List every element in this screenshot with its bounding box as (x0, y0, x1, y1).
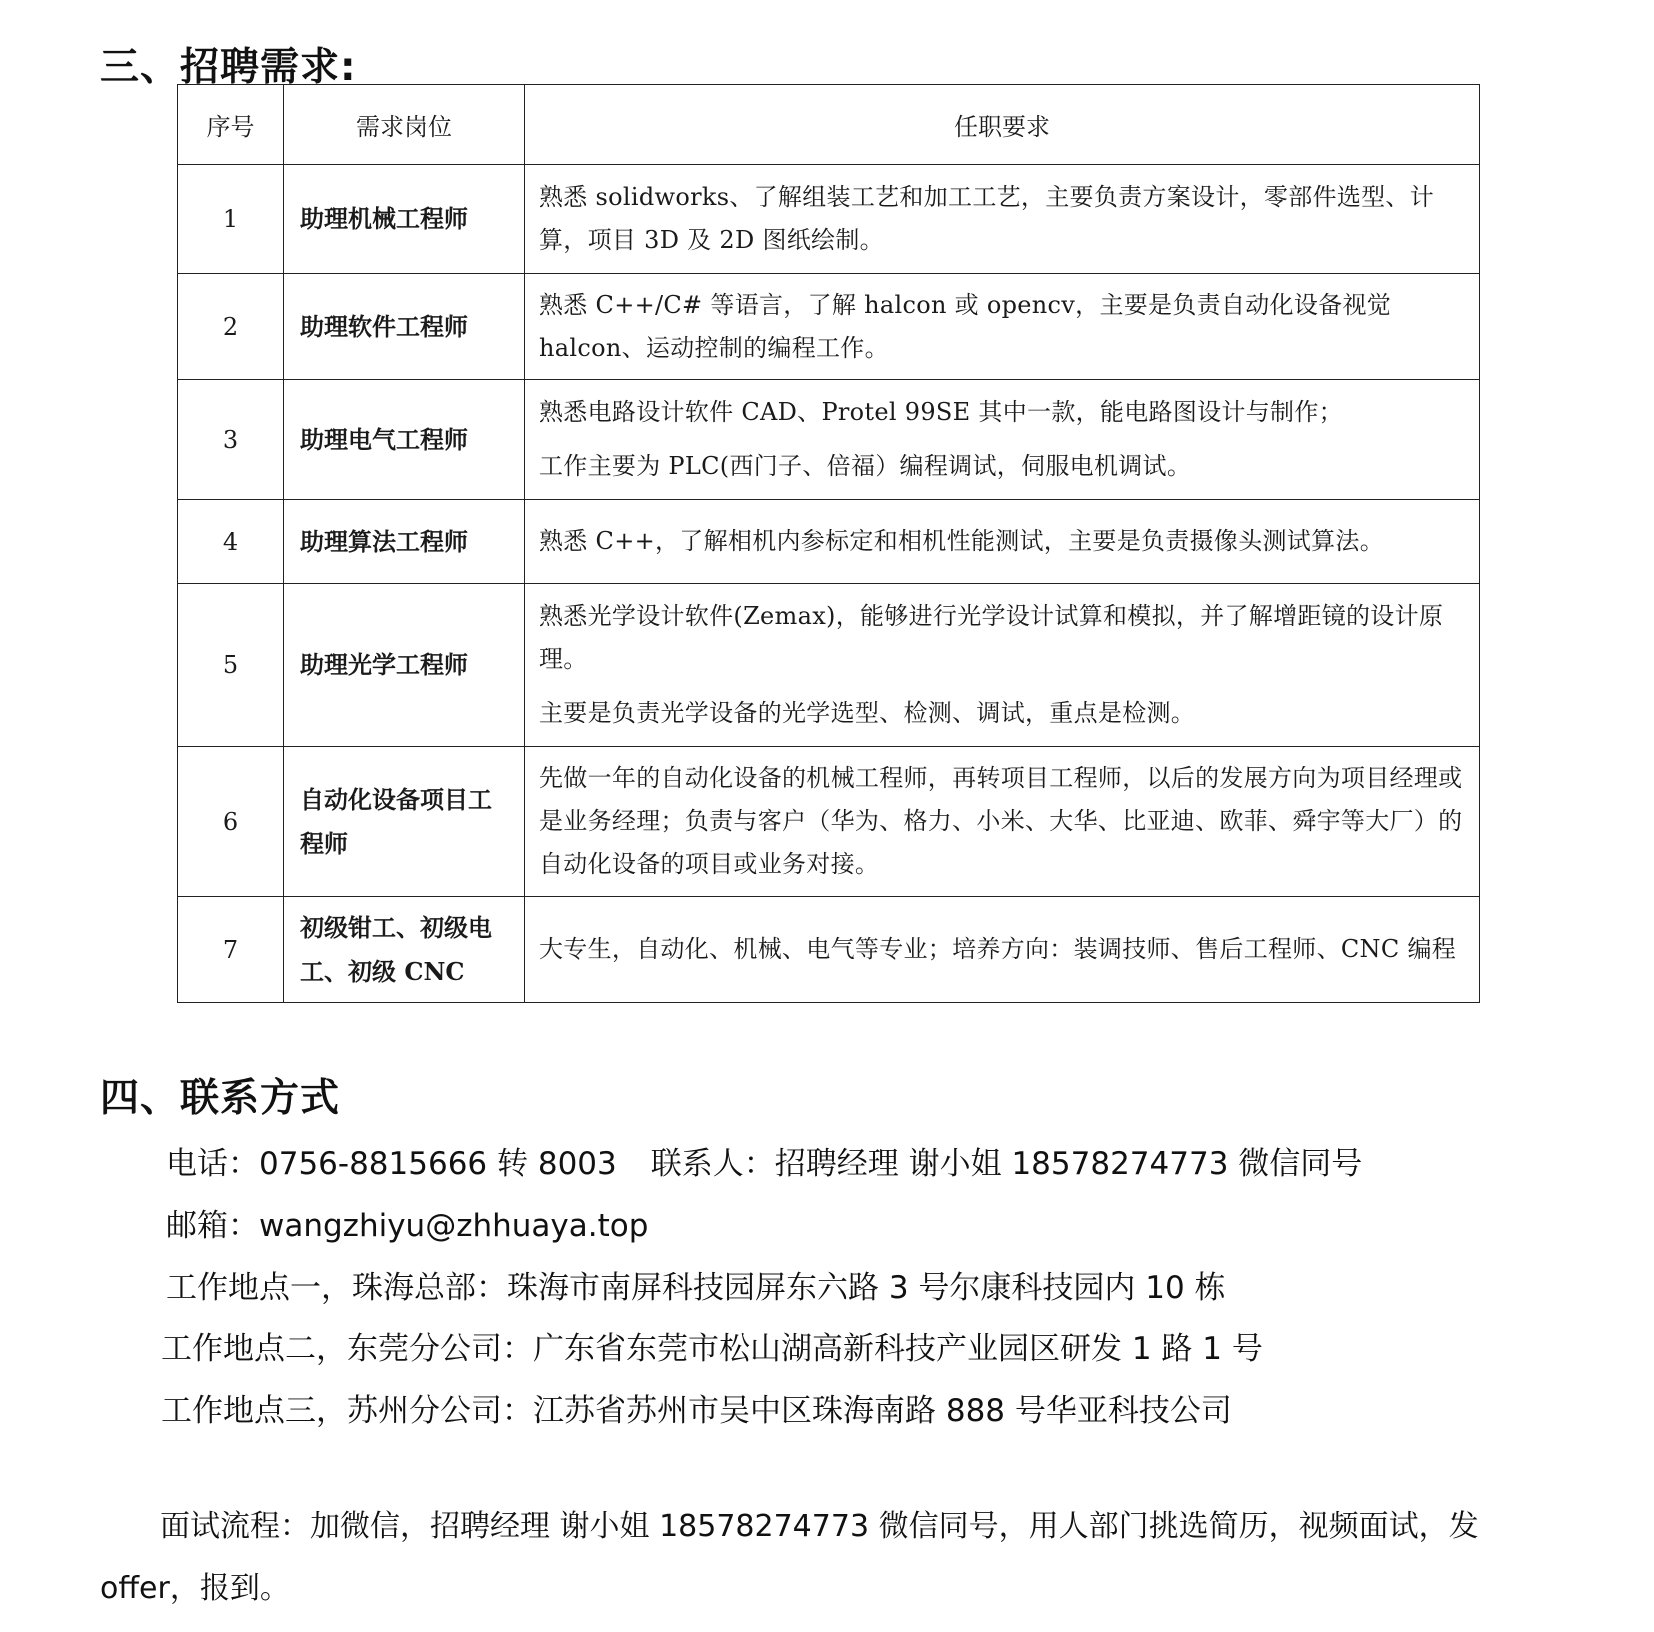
requirement-paragraph: 熟悉电路设计软件 CAD、Protel 99SE 其中一款，能电路图设计与制作； (539, 398, 1343, 426)
row-requirement (525, 274, 1480, 380)
requirement-paragraph: 熟悉 C++/C# 等语言，了解 halcon 或 opencv，主要是负责自动化设备视觉halcon、运动控制的编程工作。 (539, 290, 1392, 362)
table-row (178, 165, 1480, 274)
row-requirement (525, 380, 1480, 500)
row-position: 助理光学工程师 (284, 584, 525, 747)
table-row (178, 274, 1480, 380)
row-position: 助理机械工程师 (284, 165, 525, 274)
row-position: 助理算法工程师 (284, 500, 525, 584)
row-number: 1 (178, 165, 284, 274)
contact-email: 邮箱：wangzhiyu@zhhuaya.top (166, 1208, 649, 1244)
row-number: 6 (178, 747, 284, 897)
row-number: 5 (178, 584, 284, 747)
table-row (178, 747, 1480, 897)
requirement-paragraph: 工作主要为 PLC(西门子、倍福）编程调试，伺服电机调试。 (539, 452, 1192, 480)
requirement-paragraph: 熟悉 solidworks、了解组装工艺和加工工艺，主要负责方案设计，零部件选型、计算，项目 3D 及 2D 图纸绘制。 (539, 183, 1435, 254)
recruitment-heading: 三、招聘需求: (100, 45, 357, 90)
table-row (178, 897, 1480, 1003)
table-row (178, 500, 1480, 584)
requirement-paragraph: 大专生，自动化、机械、电气等专业；培养方向：装调技师、售后工程师、CNC 编程 (539, 935, 1457, 963)
row-number: 7 (178, 897, 284, 1003)
requirement-paragraph: 主要是负责光学设备的光学选型、检测、调试，重点是检测。 (539, 699, 1196, 727)
requirement-paragraph: 熟悉光学设计软件(Zemax)，能够进行光学设计试算和模拟，并了解增距镜的设计原理。 (539, 602, 1444, 673)
row-requirement (525, 165, 1480, 274)
row-requirement (525, 747, 1480, 897)
header-requirement: 任职要求 (525, 85, 1480, 165)
header-position: 需求岗位 (284, 85, 525, 165)
requirements-table (177, 84, 1480, 1003)
work-site-3: 工作地点三，苏州分公司：江苏省苏州市吴中区珠海南路 888 号华亚科技公司 (161, 1393, 1232, 1429)
contact-heading: 四、联系方式 (100, 1076, 341, 1121)
row-position: 初级钳工、初级电工、初级 CNC (284, 897, 525, 1003)
table-row (178, 584, 1480, 747)
requirement-paragraph: 熟悉 C++，了解相机内参标定和相机性能测试，主要是负责摄像头测试算法。 (539, 527, 1385, 555)
row-requirement (525, 897, 1480, 1003)
row-number: 2 (178, 274, 284, 380)
row-number: 3 (178, 380, 284, 500)
requirement-paragraph: 先做一年的自动化设备的机械工程师，再转项目工程师，以后的发展方向为项目经理或是业务经理；负责与客户（华为、格力、小米、大华、比亚迪、欧菲、舜宇等大厂）的自动化设备的项目或业务对接。 (539, 764, 1463, 878)
row-requirement (525, 500, 1480, 584)
row-number: 4 (178, 500, 284, 584)
header-no: 序号 (178, 85, 284, 165)
table-header-row (178, 85, 1480, 165)
contact-phone-line (166, 1138, 1362, 1183)
work-site-1: 工作地点一，珠海总部：珠海市南屏科技园屏东六路 3 号尔康科技园内 10 栋 (166, 1270, 1226, 1306)
contact-phone: 电话：0756-8815666 转 8003 (166, 1146, 617, 1182)
row-position: 助理软件工程师 (284, 274, 525, 380)
contact-person: 联系人：招聘经理 谢小姐 18578274773 微信同号 (650, 1146, 1363, 1182)
interview-process: 面试流程：加微信，招聘经理 谢小姐 18578274773 微信同号，用人部门挑选简历，视频面试，发 offer，报到。 (100, 1509, 1479, 1606)
row-position: 自动化设备项目工程师 (284, 747, 525, 897)
work-site-2: 工作地点二，东莞分公司：广东省东莞市松山湖高新科技产业园区研发 1 路 1 号 (161, 1331, 1263, 1367)
table-row (178, 380, 1480, 500)
row-position: 助理电气工程师 (284, 380, 525, 500)
row-requirement (525, 584, 1480, 747)
